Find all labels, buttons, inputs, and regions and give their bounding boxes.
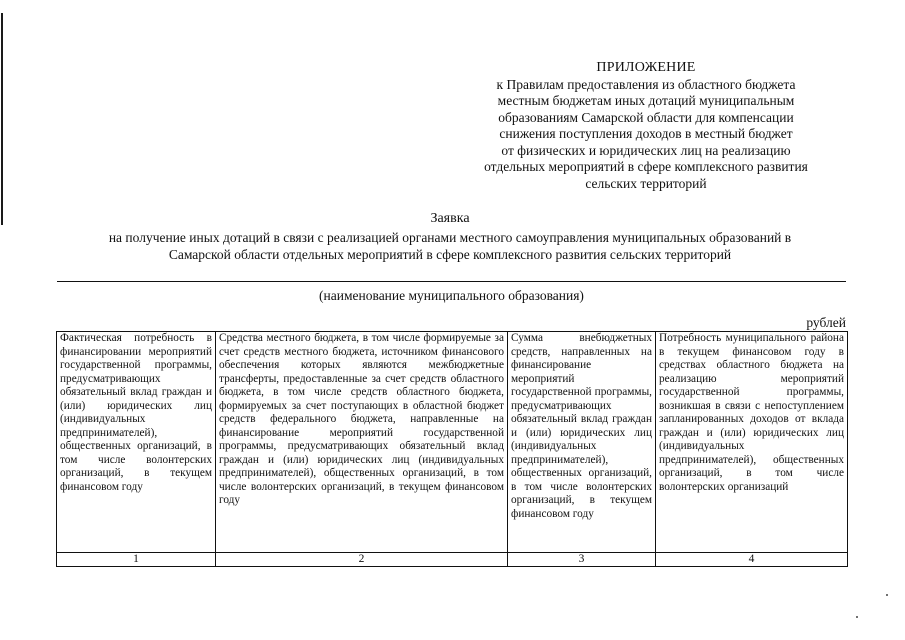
column-number: 4 <box>656 553 848 567</box>
application-table <box>56 331 848 567</box>
column-header-actual-need: Фактическая потребность в финансировании мероприятий государственной программы, предусматривающих обязательный вклад граждан и (или) юридических лиц (индивидуальных предпринимателей), общественных организаций, в том числе волонтерских организаций, в текущем финансовом году <box>57 332 216 553</box>
appendix-line: местным бюджетам иных дотаций муниципальным <box>497 93 795 108</box>
scan-edge-mark <box>1 13 3 225</box>
table-number-row <box>57 553 848 567</box>
scan-speck <box>886 594 888 596</box>
appendix-line: снижения поступления доходов в местный бюджет <box>499 126 793 141</box>
municipality-name-caption: (наименование муниципального образования) <box>319 288 584 303</box>
scan-speck <box>856 616 858 618</box>
column-number: 2 <box>216 553 508 567</box>
appendix-line: сельских территорий <box>585 175 707 191</box>
column-header-local-budget: Средства местного бюджета, в том числе формируемые за счет средств местного бюджета, источником финансового обеспечения которых являются межбюджетные трансферты, предоставленные за счет средств областного бюджета, в том числе средств областного бюджета, формируемых за счет поступающих в областной бюджет средств федерального бюджета, направленные на финансирование мероприятий государственной программы, предусматривающих обязательный вклад граждан и (или) юридических лиц (индивидуальных предпринимателей), общественных организаций, в том числе волонтерских организаций, в текущем финансовом году <box>216 332 508 553</box>
column-header-extrabudgetary: Сумма внебюджетных средств, направленных на финансирование мероприятий государственной программы, предусматривающих обязательный вклад граждан и (или) юридических лиц (индивидуальных предпринимателей), общественных организаций, в том числе волонтерских организаций, в текущем финансовом году <box>508 332 656 553</box>
appendix-line: образованиям Самарской области для компенсации <box>498 109 794 125</box>
currency-unit: рублей <box>806 315 846 330</box>
application-title: Заявка <box>430 211 470 226</box>
table-header-row <box>57 332 848 553</box>
subject-line: на получение иных дотаций в связи с реализацией органами местного самоуправления муниципальных образований в <box>108 230 792 245</box>
column-number: 1 <box>57 553 216 567</box>
appendix-heading: ПРИЛОЖЕНИЕ <box>596 60 696 75</box>
appendix-line: отдельных мероприятий в сфере комплексного развития <box>484 159 808 174</box>
appendix-line: от физических и юридических лиц на реализацию <box>501 142 791 158</box>
municipality-name-line <box>57 281 846 282</box>
appendix-block <box>456 60 836 192</box>
column-header-regional-need: Потребность муниципального района в текущем финансовом году в средствах областного бюджета на реализацию мероприятий государственной программы, возникшая в связи с непоступлением запланированных доходов от вклада граждан и (или) юридических лиц (индивидуальных предпринимателей), общественных организаций, в том числе волонтерских организаций <box>656 332 848 553</box>
column-number: 3 <box>508 553 656 567</box>
appendix-line: к Правилам предоставления из областного бюджета <box>496 76 796 92</box>
application-subject <box>40 230 860 263</box>
subject-line: Самарской области отдельных мероприятий в сфере комплексного развития сельских территорий <box>168 246 732 262</box>
